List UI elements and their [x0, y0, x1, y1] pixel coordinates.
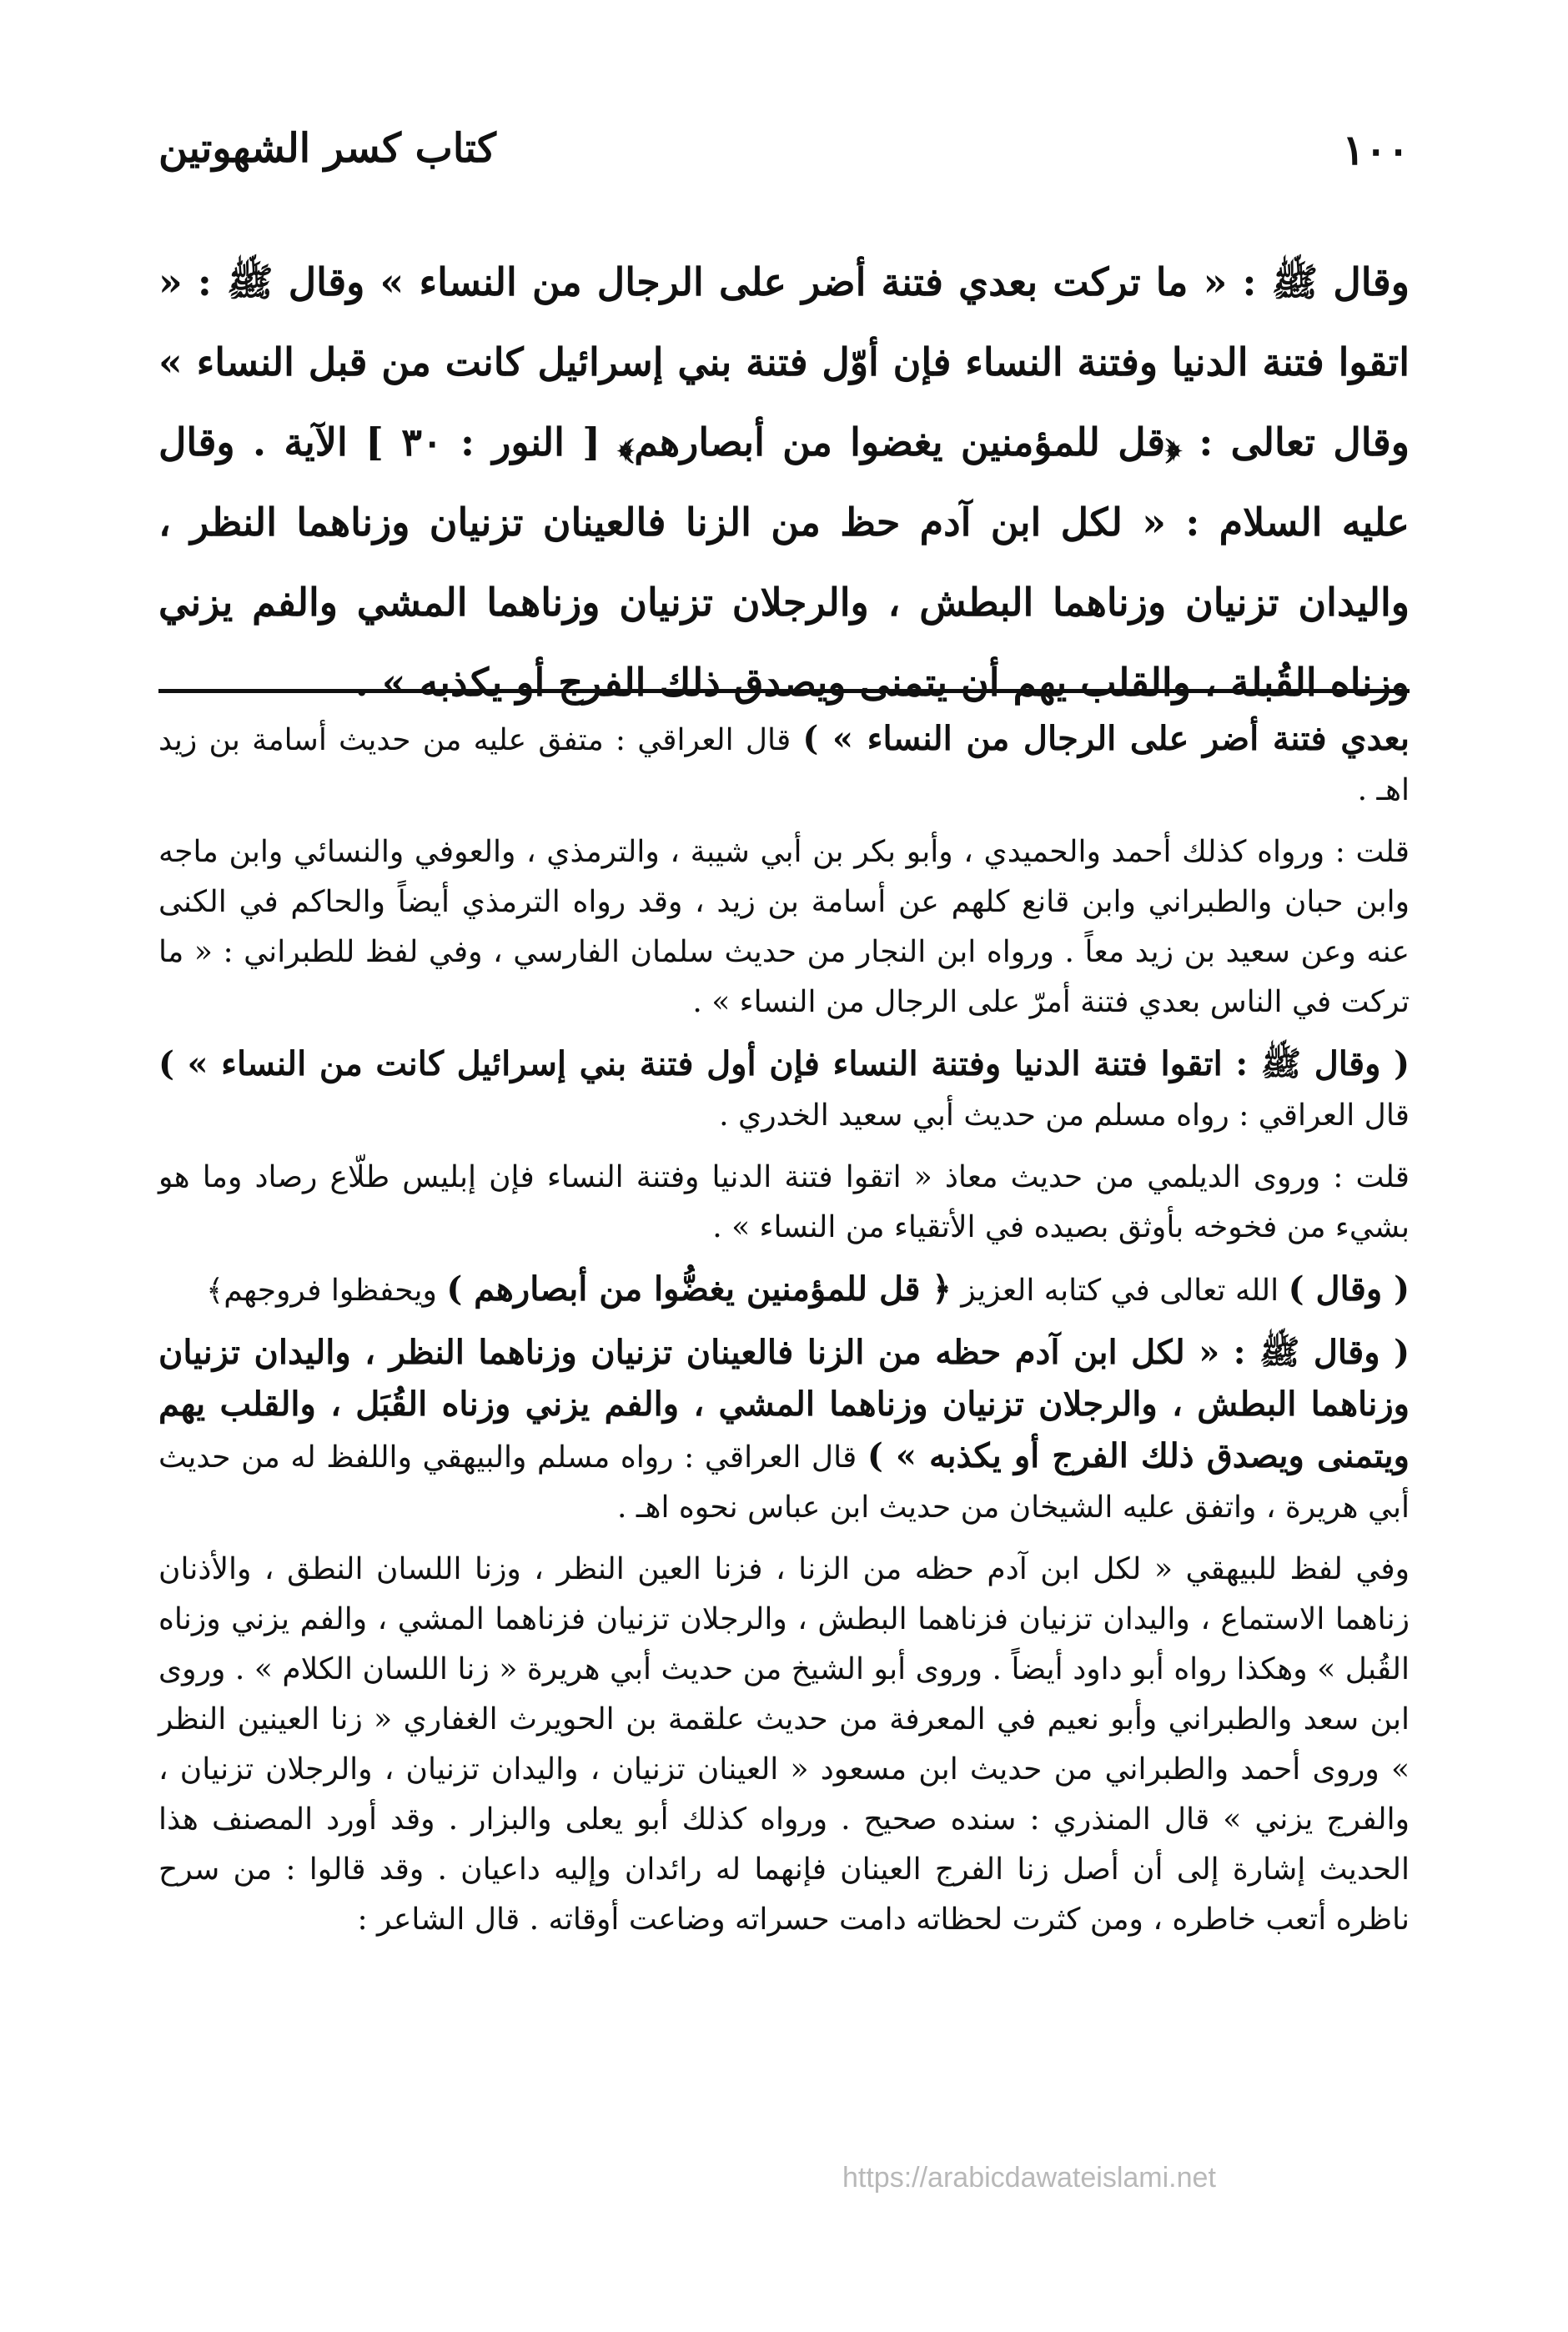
note-6-quote: ( وقال ﷺ : « لكل ابن آدم حظه من الزنا فالعينان تزنيان وزناهما النظر ، واليدان تزنيان وزناهما البطش ، والرجلان تزنيان وزناهما المشي ، والفم يزني وزناه القُبَل ، والقلب يهم ويتمنى ويصدق ذلك الفرج أو يكذبه » )	[158, 1333, 1410, 1475]
watermark-url: https://arabicdawateislami.net	[842, 2162, 1216, 2194]
page-number: ١٠٠	[1342, 125, 1410, 174]
book-title: كتاب كسر الشهوتين	[158, 125, 496, 172]
note-1-quote: بعدي فتنة أضر على الرجال من النساء » )	[802, 719, 1410, 758]
note-6	[158, 1328, 1410, 1533]
note-1-text: قال العراقي : متفق عليه من حديث أسامة بن زيد اهـ .	[158, 723, 1410, 807]
main-paragraph: وقال ﷺ : « ما تركت بعدي فتنة أضر على الرجال من النساء » وقال ﷺ : « اتقوا فتنة الدنيا وفتنة النساء فإن أوّل فتنة بني إسرائيل كانت من قبل النساء » وقال تعالى : ﴿قل للمؤمنين يغضوا من أبصارهم﴾ [ النور : ٣٠ ] الآية . وقال عليه السلام : « لكل ابن آدم حظ من الزنا فالعينان تزنيان وزناهما النظر ، واليدان تزنيان وزناهما البطش ، والرجلان تزنيان وزناهما المشي والفم يزني وزناه القُبلة ، والقلب يهم أن يتمنى ويصدق ذلك الفرج أو يكذبه » .	[158, 259, 1410, 705]
note-1	[158, 714, 1410, 816]
note-3	[158, 1039, 1410, 1141]
main-text	[158, 242, 1410, 722]
note-5-quote-b: ﴿ قل للمؤمنين يغضُّوا من أبصارهم )	[446, 1269, 952, 1309]
footnote-divider	[158, 689, 1410, 693]
note-7: وفي لفظ للبيهقي « لكل ابن آدم حظه من الزنا ، فزنا العين النظر ، وزنا اللسان النطق ، والأذنان زناهما الاستماع ، واليدان تزنيان فزناهما البطش ، والرجلان تزنيان فزناهما المشي ، والفم يزني وزناه القُبل » وهكذا رواه أبو داود أيضاً . وروى أبو الشيخ من حديث أبي هريرة « زنا اللسان الكلام » . وروى ابن سعد والطبراني وأبو نعيم في المعرفة من حديث علقمة بن الحويرث الغفاري « زنا العينين النظر » وروى أحمد والطبراني من حديث ابن مسعود « العينان تزنيان ، واليدان تزنيان ، والرجلان تزنيان ، والفرج يزني » قال المنذري : سنده صحيح . ورواه كذلك أبو يعلى والبزار . وقد أورد المصنف هذا الحديث إشارة إلى أن أصل زنا الفرج العينان فإنهما له رائدان وإليه داعيان . وقد قالوا : من سرح ناظره أتعب خاطره ، ومن كثرت لحظاته دامت حسراته وضاعت أوقاته . قال الشاعر :	[158, 1552, 1410, 1937]
note-5-text-a: الله تعالى في كتابه العزيز	[951, 1274, 1289, 1308]
note-3-text: قال العراقي : رواه مسلم من حديث أبي سعيد الخدري .	[719, 1098, 1410, 1133]
note-2: قلت : ورواه كذلك أحمد والحميدي ، وأبو بكر بن أبي شيبة ، والترمذي ، والعوفي والنسائي وابن ماجه وابن حبان والطبراني وابن قانع كلهم عن أسامة بن زيد ، وقد رواه الترمذي أيضاً والحاكم في الكنى عنه وعن سعيد بن زيد معاً . ورواه ابن النجار من حديث سلمان الفارسي ، وفي لفظ للطبراني : « ما تركت في الناس بعدي فتنة أمرّ على الرجال من النساء » .	[158, 835, 1410, 1019]
note-6-text: قال العراقي : رواه مسلم والبيهقي واللفظ له من حديث أبي هريرة ، واتفق عليه الشيخان من حديث ابن عباس نحوه اهـ .	[158, 1440, 1410, 1525]
note-5-quote-a: ( وقال )	[1288, 1269, 1410, 1309]
note-4: قلت : وروى الديلمي من حديث معاذ « اتقوا فتنة الدنيا وفتنة النساء فإن إبليس طلّاع رصاد وما هو بشيء من فخوخه بأوثق بصيده في الأتقياء من النساء » .	[158, 1160, 1410, 1244]
note-5-text-b: ويحفظوا فروجهم﴾	[206, 1274, 447, 1308]
page-header	[158, 125, 1410, 183]
note-5	[158, 1264, 1410, 1316]
commentary	[158, 714, 1410, 1957]
note-3-quote: ( وقال ﷺ : اتقوا فتنة الدنيا وفتنة النساء فإن أول فتنة بني إسرائيل كانت من النساء » )	[158, 1044, 1410, 1083]
